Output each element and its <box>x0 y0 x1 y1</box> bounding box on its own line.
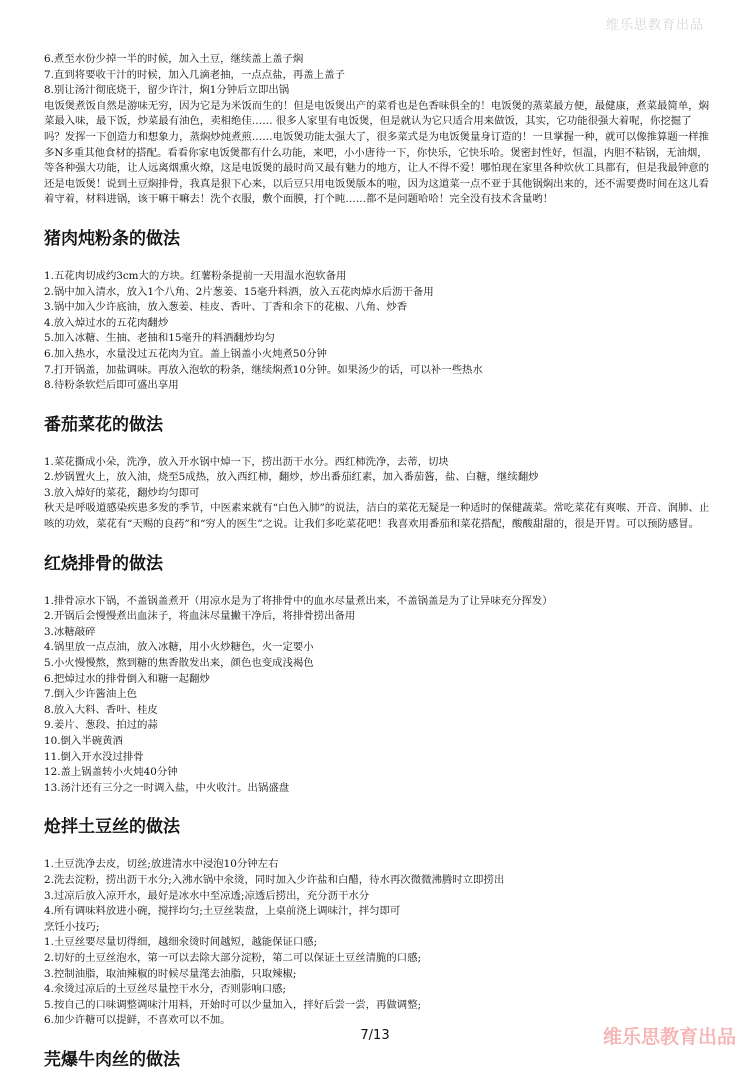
intro-line: 7.直到将要收干汁的时候，加入几滴老抽，一点点盐，再盖上盖子 <box>44 68 345 81</box>
recipe-step: 3.过凉后放入凉开水，最好是冰水中至凉透;凉透后捞出，充分沥干水分 <box>44 889 370 902</box>
recipe-step: 2.切好的土豆丝泡水，第一可以去除大部分淀粉，第二可以保证土豆丝清脆的口感; <box>44 951 422 964</box>
recipe-step: 3.放入焯好的菜花，翻炒均匀即可 <box>44 486 200 499</box>
section-title: 芫爆牛肉丝的做法 <box>44 1049 180 1070</box>
recipe-step: 12.盖上锅盖转小火炖40分钟 <box>44 766 178 779</box>
recipe-step: 10.倒入半碗黄酒 <box>44 735 123 747</box>
recipe-step: 8.待粉条软烂后即可盛出享用 <box>44 379 179 392</box>
recipe-step: 13.汤汁还有三分之一时调入盐，中火收汁。出锅盛盘 <box>44 781 290 794</box>
recipe-step: 秋天是呼吸道感染疾患多发的季节，中医素来就有“白色入肺”的说法，洁白的菜花无疑是一种适时的保健蔬菜。常吃菜花有爽喉、开音、润肺、止咳的功效，菜花有“天赐的良药”和“穷人的医生”之说。让我们多吃菜花吧！我喜欢用番茄和菜花搭配，酸酸甜甜的，很是开胃。可以预防感冒。 <box>44 502 710 531</box>
recipe-step: 7.倒入少许酱油上色 <box>44 688 138 701</box>
section-title: 番茄菜花的做法 <box>44 414 163 435</box>
recipe-step: 4.放入焯过水的五花肉翻炒 <box>44 316 169 329</box>
page-number: 7/13 <box>360 1028 390 1043</box>
recipe-step: 5.加入冰糖、生抽、老抽和15毫升的料酒翻炒均匀 <box>44 332 275 345</box>
recipe-step: 2.开锅后会慢慢煮出血沫子，将血沫尽量撇干净后，将排骨捞出备用 <box>44 610 356 623</box>
recipe-step: 3.冰糖敲碎 <box>44 625 96 638</box>
section-title: 红烧排骨的做法 <box>44 553 163 574</box>
watermark-top: 维乐思教育出品 <box>605 18 704 33</box>
recipe-step: 1.五花肉切成约3cm大的方块。红薯粉条提前一天用温水泡软备用 <box>44 269 347 282</box>
intro-line: 8.别让汤汁彻底烧干，留少许汁，焖1分钟后立即出锅 <box>44 84 290 97</box>
section-title: 炝拌土豆丝的做法 <box>44 817 180 838</box>
recipe-step: 2.锅中加入清水，放入1个八角、2片葱姜、15毫升料酒，放入五花肉焯水后沥干备用 <box>44 285 434 298</box>
recipe-step: 5.按自己的口味调整调味汁用料，开始时可以少量加入，拌好后尝一尝，再做调整; <box>44 998 422 1011</box>
recipe-step: 6.加入热水，水量没过五花肉为宜。盖上锅盖小火炖煮50分钟 <box>44 347 327 360</box>
recipe-step: 6.把焯过水的排骨倒入和糖一起翻炒 <box>44 672 210 685</box>
intro-line: 电饭煲煮饭自然是游味无穷，因为它是为米饭而生的！但是电饭煲出产的菜肴也是色香味俱全的！电饭煲的蒸菜最方便，最健康，煮菜最简单，焖菜最入味，最下饭，炒菜最有油色，卖相绝佳…… 很多人家里有电饭煲，但是就认为它只适合用来做饭，其实，它功能很强大着呢，你挖掘了吗？发挥一下创造力和想象力，蒸焖炒炖煮煎……电饭煲功能太强大了，很多菜式是为电饭煲量身订造的！一旦掌握一种，就可以像推算题一样推多N多重其他食材的搭配。看看你家电饭煲都有什么功能，来吧，小小唐待一下，你快乐，它快乐哈。煲密封性好，恒温，内胆不粘锅，无油烟，等各种强大功能，让人远离烟熏火燎，这是电饭煲的最时尚又最有魅力的地方，让人不得不爱！哪怕现在家里各种炊伙工具都有，但是我最钟意的还是电饭煲！说到土豆焖排骨，我真是狠下心来，以后豆只用电饭煲版本的啦，因为这道菜一点不亚于其他锅焖出来的，还不需要费时间在这儿看着守着，材料进锅，该干嘛干嘛去！洗个衣服，敷个面膜，打个盹……都不是问题哈哈！完全没有技术含量哟！ <box>44 99 709 206</box>
recipe-step: 4.所有调味料放进小碗，搅拌均匀;土豆丝装盘，上桌前浇上调味汁，拌匀即可 <box>44 905 401 918</box>
recipe-step: 1.排骨凉水下锅，不盖锅盖煮开（用凉水是为了将排骨中的血水尽量煮出来，不盖锅盖是为了让异味充分挥发） <box>44 594 553 607</box>
recipe-step: 2.洗去淀粉，捞出沥干水分;入沸水锅中氽烫，同时加入少许盐和白醋，待水再次微微沸腾时立即捞出 <box>44 873 505 886</box>
recipe-step: 烹饪小技巧; <box>44 920 100 933</box>
recipe-step: 11.倒入开水没过排骨 <box>44 750 144 763</box>
watermark-bottom: 维乐思教育出品 <box>602 1026 736 1048</box>
recipe-step: 3.锅中加入少许底油，放入葱姜、桂皮、香叶、丁香和余下的花椒、八角、炒香 <box>44 301 408 314</box>
recipe-step: 3.控制油脂，取油辣椒的时候尽量滗去油脂，只取辣椒; <box>44 967 297 980</box>
recipe-step: 9.姜片、葱段、拍过的蒜 <box>44 719 158 732</box>
recipe-step: 1.土豆洗净去皮，切丝;放进清水中浸泡10分钟左右 <box>44 858 279 871</box>
intro-line: 6.煮至水份少掉一半的时候，加入土豆，继续盖上盖子焖 <box>44 53 304 65</box>
recipe-step: 4.锅里放一点点油，放入冰糖，用小火炒糖色，火一定要小 <box>44 641 314 654</box>
recipe-step: 1.菜花撕成小朵，洗净，放入开水锅中焯一下，捞出沥干水分。西红柿洗净，去蒂，切块 <box>44 455 449 468</box>
section-title: 猪肉炖粉条的做法 <box>44 228 180 249</box>
recipe-step: 6.加少许糖可以提鲜，不喜欢可以不加。 <box>44 1014 231 1027</box>
recipe-step: 1.土豆丝要尽量切得细，越细氽烫时间越短，越能保证口感; <box>44 936 318 949</box>
document-body <box>44 52 712 1090</box>
recipe-step: 5.小火慢慢熬，熬到糖的焦香散发出来，颜色也变成浅褐色 <box>44 657 314 670</box>
recipe-step: 8.放入大料、香叶、桂皮 <box>44 703 158 716</box>
recipe-step: 7.打开锅盖，加盐调味。再放入泡软的粉条，继续焖煮10分钟。如果汤少的话，可以补一些热水 <box>44 363 483 376</box>
recipe-step: 4.氽烫过凉后的土豆丝尽量控干水分，否则影响口感; <box>44 983 287 996</box>
recipe-step: 2.炒锅置火上，放入油，烧至5成热，放入西红柿，翻炒，炒出番茄红素，加入番茄酱，盐、白糖，继续翻炒 <box>44 471 539 484</box>
